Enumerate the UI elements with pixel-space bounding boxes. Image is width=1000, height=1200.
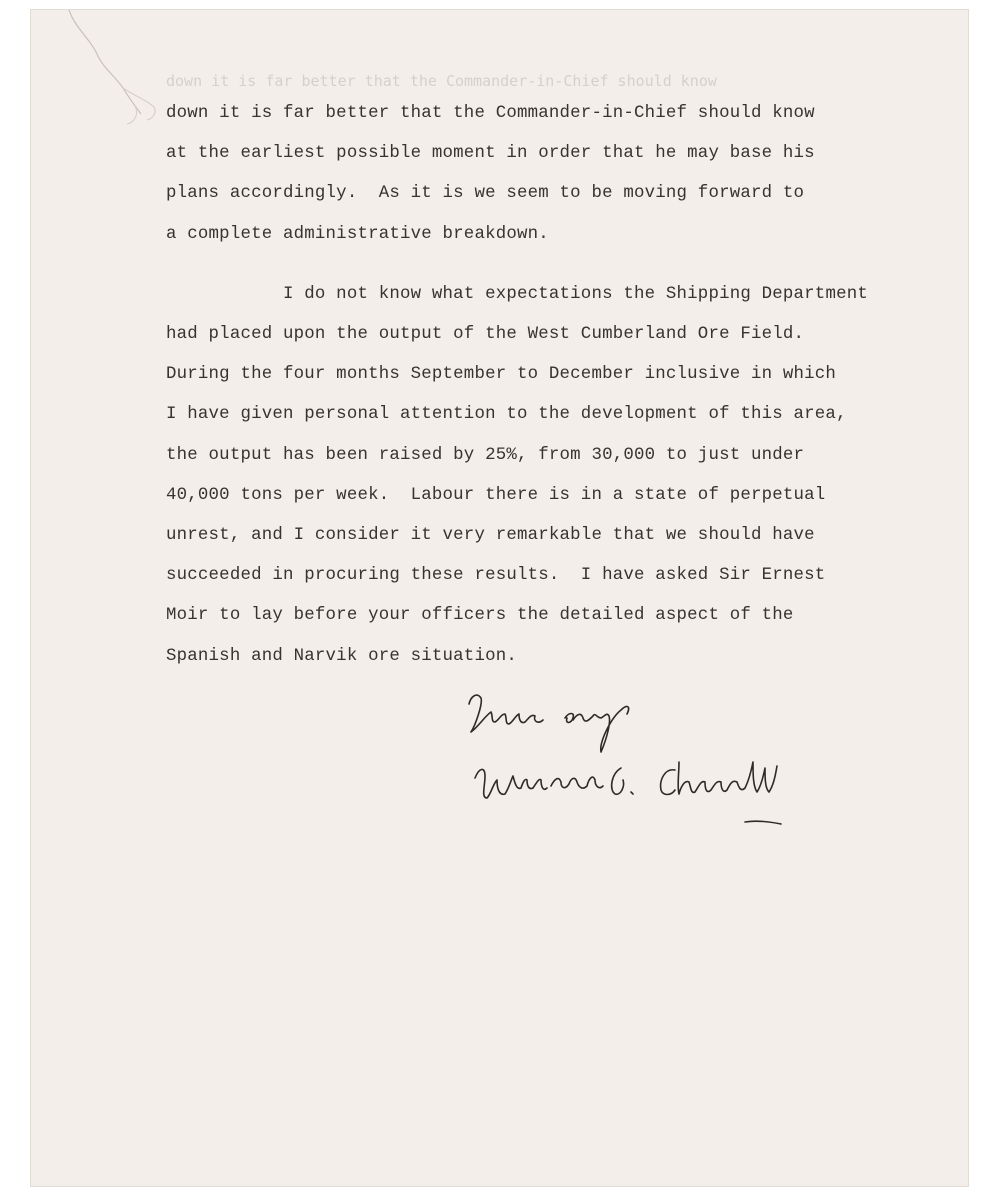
text-line: a complete administrative breakdown. [166, 224, 549, 244]
signature-drawing [461, 682, 821, 842]
paragraph-1 [166, 94, 956, 255]
text-line: Moir to lay before your officers the detailed aspect of the [166, 606, 794, 626]
text-line-indented [166, 275, 956, 315]
text-line: the output has been raised by 25%, from 30,000 to just under [166, 445, 805, 465]
handwritten-signature [461, 682, 821, 842]
text-line-content: I do not know what expectations the Shipping Department [283, 284, 868, 304]
faded-carbon-line: down it is far better that the Commander-in-Chief should know [166, 72, 717, 86]
text-line: Spanish and Narvik ore situation. [166, 646, 517, 666]
paragraph-2 [166, 275, 956, 677]
text-line: down it is far better that the Commander-in-Chief should know [166, 104, 815, 123]
text-line: unrest, and I consider it very remarkable that we should have [166, 526, 815, 546]
paper-crease-mark [31, 10, 171, 150]
text-line: plans accordingly. As it is we seem to be moving forward to [166, 184, 805, 204]
text-line: I have given personal attention to the development of this area, [166, 405, 847, 425]
text-line: had placed upon the output of the West Cumberland Ore Field. [166, 325, 805, 345]
text-line: During the four months September to December inclusive in which [166, 365, 837, 385]
letter-body [166, 94, 956, 677]
letter-page [31, 10, 968, 1186]
text-line: 40,000 tons per week. Labour there is in a state of perpetual [166, 485, 826, 505]
text-line: at the earliest possible moment in order that he may base his [166, 144, 815, 164]
text-line: succeeded in procuring these results. I have asked Sir Ernest [166, 566, 826, 586]
